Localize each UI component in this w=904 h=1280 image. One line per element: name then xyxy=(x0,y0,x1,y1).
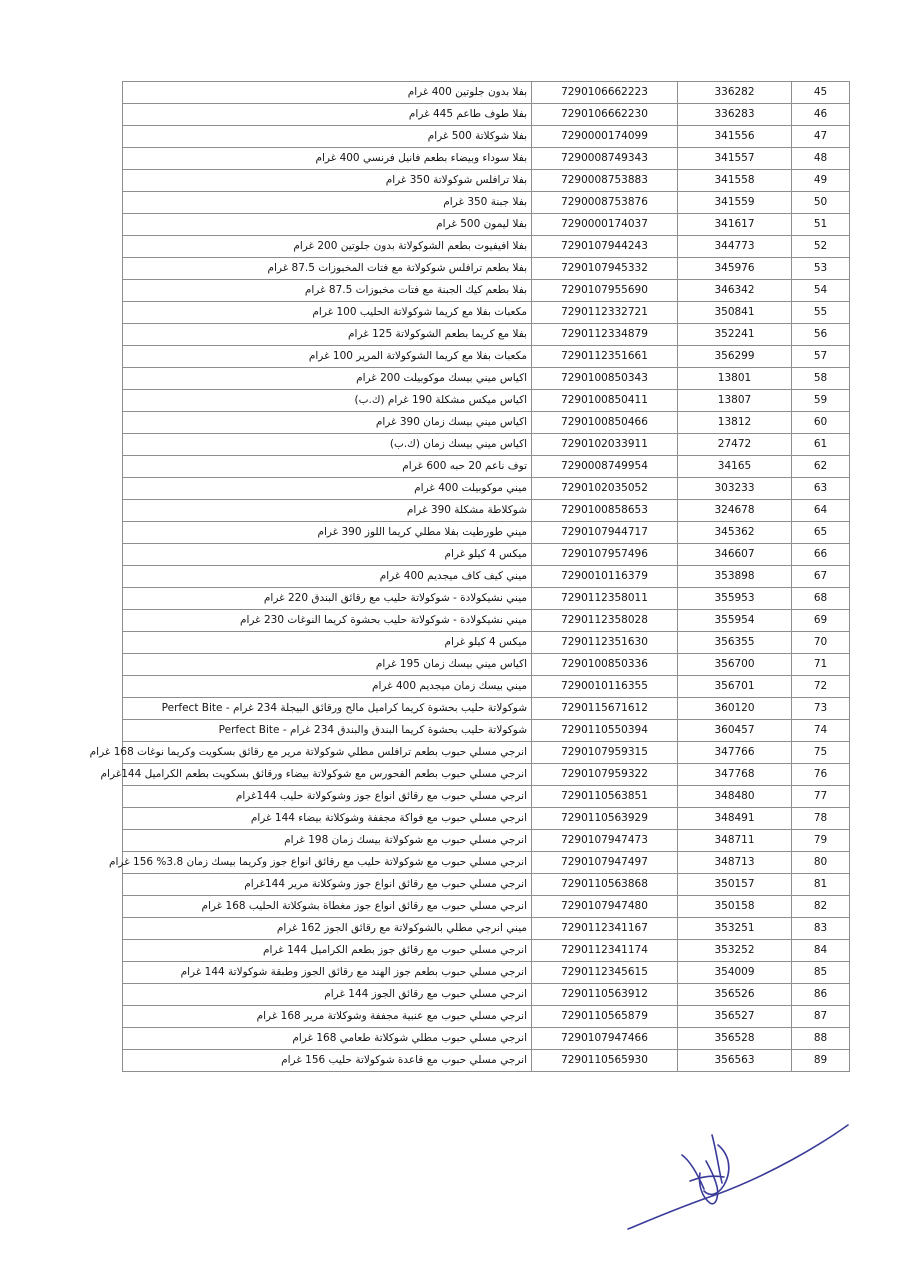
row-number-cell: 67 xyxy=(792,566,850,588)
product-code-cell: 341557 xyxy=(678,148,792,170)
table-row xyxy=(123,324,850,346)
product-code-cell: 345976 xyxy=(678,258,792,280)
row-number-cell: 62 xyxy=(792,456,850,478)
product-code-cell: 356527 xyxy=(678,1006,792,1028)
row-number-cell: 52 xyxy=(792,236,850,258)
barcode-cell: 7290000174099 xyxy=(532,126,678,148)
table-row xyxy=(123,1006,850,1028)
product-code-cell: 360457 xyxy=(678,720,792,742)
product-description-cell: مكعبات بفلا مع كريما الشوكولاتة المرير 100 غرام xyxy=(123,346,532,368)
row-number-cell: 68 xyxy=(792,588,850,610)
product-description-cell: ميني كيف كاف ميجديم 400 غرام xyxy=(123,566,532,588)
barcode-cell: 7290008749343 xyxy=(532,148,678,170)
product-description-cell: ميني موكوبيلت 400 غرام xyxy=(123,478,532,500)
product-code-cell: 13801 xyxy=(678,368,792,390)
product-code-cell: 356528 xyxy=(678,1028,792,1050)
row-number-cell: 87 xyxy=(792,1006,850,1028)
product-description-cell: انرجي مسلي حبوب مع فواكة مجففة وشوكلاتة بيضاء 144 غرام xyxy=(123,808,532,830)
barcode-cell: 7290008749954 xyxy=(532,456,678,478)
product-code-cell: 356563 xyxy=(678,1050,792,1072)
product-code-cell: 355953 xyxy=(678,588,792,610)
barcode-cell: 7290112351630 xyxy=(532,632,678,654)
barcode-cell: 7290000174037 xyxy=(532,214,678,236)
product-description-cell: انرجي مسلي حبوب مع رقائق جوز بطعم الكراميل 144 غرام xyxy=(123,940,532,962)
table-row xyxy=(123,852,850,874)
table-row xyxy=(123,588,850,610)
product-description-cell: بفلا ترافلس شوكولاتة 350 غرام xyxy=(123,170,532,192)
table-row xyxy=(123,500,850,522)
table-row xyxy=(123,412,850,434)
table-row xyxy=(123,918,850,940)
product-description-cell: بفلا بطعم ترافلس شوكولاتة مع فتات المخبوزات 87.5 غرام xyxy=(123,258,532,280)
product-code-cell: 341617 xyxy=(678,214,792,236)
row-number-cell: 84 xyxy=(792,940,850,962)
table-row xyxy=(123,896,850,918)
table-row xyxy=(123,82,850,104)
product-description-cell: ميني نشيكولادة - شوكولاتة حليب بحشوة كريما النوغات 230 غرام xyxy=(123,610,532,632)
product-description-cell: انرجي مسلي حبوب مع رقائق الجوز 144 غرام xyxy=(123,984,532,1006)
product-description-cell: ميكس 4 كيلو غرام xyxy=(123,632,532,654)
table-row xyxy=(123,456,850,478)
row-number-cell: 81 xyxy=(792,874,850,896)
barcode-cell: 7290107959322 xyxy=(532,764,678,786)
product-code-cell: 346342 xyxy=(678,280,792,302)
product-code-cell: 350158 xyxy=(678,896,792,918)
row-number-cell: 69 xyxy=(792,610,850,632)
barcode-cell: 7290112358011 xyxy=(532,588,678,610)
barcode-cell: 7290106662230 xyxy=(532,104,678,126)
table-row xyxy=(123,390,850,412)
table-row xyxy=(123,984,850,1006)
product-description-cell: اكياس ميني بيسك زمان 390 غرام xyxy=(123,412,532,434)
product-code-cell: 344773 xyxy=(678,236,792,258)
row-number-cell: 55 xyxy=(792,302,850,324)
product-description-cell: بفلا سوداء وبيضاء بطعم فانيل فرنسي 400 غرام xyxy=(123,148,532,170)
table-row xyxy=(123,368,850,390)
barcode-cell: 7290100850466 xyxy=(532,412,678,434)
row-number-cell: 48 xyxy=(792,148,850,170)
barcode-cell: 7290110563912 xyxy=(532,984,678,1006)
table-row xyxy=(123,544,850,566)
product-description-cell: شوكلاطة مشكلة 390 غرام xyxy=(123,500,532,522)
product-description-cell: انرجي مسلي حبوب بطعم جوز الهند مع رقائق الجوز وطبقة شوكولاتة 144 غرام xyxy=(123,962,532,984)
product-code-cell: 348713 xyxy=(678,852,792,874)
product-description-cell: اكياس ميني بيسك زمان (ك.ب) xyxy=(123,434,532,456)
product-description-cell: انرجي مسلي حبوب مع قاعدة شوكولاتة حليب 156 غرام xyxy=(123,1050,532,1072)
product-description-cell: انرجي مسلي حبوب مع عنبية مجففة وشوكلاتة مرير 168 غرام xyxy=(123,1006,532,1028)
row-number-cell: 45 xyxy=(792,82,850,104)
barcode-cell: 7290107944717 xyxy=(532,522,678,544)
table-row xyxy=(123,478,850,500)
barcode-cell: 7290110565879 xyxy=(532,1006,678,1028)
product-code-cell: 360120 xyxy=(678,698,792,720)
product-code-cell: 356700 xyxy=(678,654,792,676)
product-description-cell: بفلا بطعم كيك الجبنة مع فتات مخبوزات 87.5 غرام xyxy=(123,280,532,302)
barcode-cell: 7290107955690 xyxy=(532,280,678,302)
product-description-cell: ميني انرجي مطلي بالشوكولاتة مع رقائق الجوز 162 غرام xyxy=(123,918,532,940)
barcode-cell: 7290102035052 xyxy=(532,478,678,500)
barcode-cell: 7290107945332 xyxy=(532,258,678,280)
barcode-cell: 7290112351661 xyxy=(532,346,678,368)
row-number-cell: 76 xyxy=(792,764,850,786)
product-description-cell: ميني بيسك زمان ميجديم 400 غرام xyxy=(123,676,532,698)
row-number-cell: 60 xyxy=(792,412,850,434)
product-code-cell: 353252 xyxy=(678,940,792,962)
barcode-cell: 7290107947466 xyxy=(532,1028,678,1050)
barcode-cell: 7290107957496 xyxy=(532,544,678,566)
table-row xyxy=(123,258,850,280)
row-number-cell: 58 xyxy=(792,368,850,390)
row-number-cell: 89 xyxy=(792,1050,850,1072)
table-row xyxy=(123,566,850,588)
barcode-cell: 7290110563929 xyxy=(532,808,678,830)
product-description-cell: اكياس ميني بيسك زمان 195 غرام xyxy=(123,654,532,676)
row-number-cell: 73 xyxy=(792,698,850,720)
table-row xyxy=(123,214,850,236)
table-row xyxy=(123,654,850,676)
product-description-cell: بفلا ليمون 500 غرام xyxy=(123,214,532,236)
product-description-cell: انرجي مسلي حبوب مع رقائق انواع جوز مغطاة بشوكلاتة الحليب 168 غرام xyxy=(123,896,532,918)
product-description-cell: بفلا افيفيوت بطعم الشوكولاتة بدون جلوتين 200 غرام xyxy=(123,236,532,258)
barcode-cell: 7290100850411 xyxy=(532,390,678,412)
table-row xyxy=(123,962,850,984)
row-number-cell: 70 xyxy=(792,632,850,654)
table-row xyxy=(123,236,850,258)
row-number-cell: 57 xyxy=(792,346,850,368)
product-description-cell: انرجي مسلي حبوب مع شوكولاتة بيسك زمان 198 غرام xyxy=(123,830,532,852)
product-code-cell: 34165 xyxy=(678,456,792,478)
row-number-cell: 78 xyxy=(792,808,850,830)
barcode-cell: 7290110565930 xyxy=(532,1050,678,1072)
table-row xyxy=(123,192,850,214)
product-code-cell: 356526 xyxy=(678,984,792,1006)
table-row xyxy=(123,742,850,764)
barcode-cell: 7290112358028 xyxy=(532,610,678,632)
product-code-cell: 356355 xyxy=(678,632,792,654)
row-number-cell: 75 xyxy=(792,742,850,764)
product-description-cell: انرجي مسلي حبوب بطعم الفحورس مع شوكولاتة بيضاء ورقائق بسكويت بطعم الكراميل 144غرام xyxy=(123,764,532,786)
row-number-cell: 82 xyxy=(792,896,850,918)
row-number-cell: 50 xyxy=(792,192,850,214)
product-description-cell: ميني طورطيت بفلا مطلي كريما اللوز 390 غرام xyxy=(123,522,532,544)
table-row xyxy=(123,346,850,368)
table-row xyxy=(123,764,850,786)
product-code-cell: 355954 xyxy=(678,610,792,632)
table-row xyxy=(123,808,850,830)
barcode-cell: 7290010116379 xyxy=(532,566,678,588)
barcode-cell: 7290100850343 xyxy=(532,368,678,390)
product-description-cell: انرجي مسلي حبوب مع رقائق انواع جوز وشوكولاتة حليب 144غرام xyxy=(123,786,532,808)
row-number-cell: 59 xyxy=(792,390,850,412)
product-code-cell: 341558 xyxy=(678,170,792,192)
row-number-cell: 46 xyxy=(792,104,850,126)
row-number-cell: 86 xyxy=(792,984,850,1006)
product-description-cell: بفلا شوكلاتة 500 غرام xyxy=(123,126,532,148)
product-description-cell: انرجي مسلي حبوب مع شوكولاتة حليب مع رقائق انواع جوز وكريما بيسك زمان 3.8% 156 غرام xyxy=(123,852,532,874)
product-table-body xyxy=(89,82,850,1072)
barcode-cell: 7290115671612 xyxy=(532,698,678,720)
product-code-cell: 303233 xyxy=(678,478,792,500)
product-code-cell: 336283 xyxy=(678,104,792,126)
row-number-cell: 71 xyxy=(792,654,850,676)
product-code-cell: 348491 xyxy=(678,808,792,830)
product-description-cell: اكياس ميكس مشكلة 190 غرام (ك.ب) xyxy=(123,390,532,412)
row-number-cell: 80 xyxy=(792,852,850,874)
row-number-cell: 64 xyxy=(792,500,850,522)
table-row xyxy=(123,302,850,324)
product-description-cell: مكعبات بفلا مع كريما شوكولاتة الحليب 100 غرام xyxy=(123,302,532,324)
barcode-cell: 7290112341174 xyxy=(532,940,678,962)
table-row xyxy=(123,126,850,148)
product-code-cell: 356701 xyxy=(678,676,792,698)
product-code-cell: 350157 xyxy=(678,874,792,896)
row-number-cell: 77 xyxy=(792,786,850,808)
barcode-cell: 7290107944243 xyxy=(532,236,678,258)
product-code-cell: 336282 xyxy=(678,82,792,104)
product-description-cell: ميني نشيكولادة - شوكولاتة حليب مع رقائق البندق 220 غرام xyxy=(123,588,532,610)
row-number-cell: 56 xyxy=(792,324,850,346)
table-row xyxy=(123,170,850,192)
product-description-cell: انرجي مسلي حبوب بطعم ترافلس مطلي شوكولاتة مرير مع رقائق بسكويت وكريما نوغات 168 غرام xyxy=(123,742,532,764)
table-row xyxy=(123,434,850,456)
row-number-cell: 47 xyxy=(792,126,850,148)
row-number-cell: 65 xyxy=(792,522,850,544)
product-code-cell: 324678 xyxy=(678,500,792,522)
table-row xyxy=(123,874,850,896)
row-number-cell: 53 xyxy=(792,258,850,280)
product-code-cell: 352241 xyxy=(678,324,792,346)
product-code-cell: 347766 xyxy=(678,742,792,764)
product-code-cell: 341556 xyxy=(678,126,792,148)
product-description-cell: اكياس ميني بيسك موكوبيلت 200 غرام xyxy=(123,368,532,390)
product-code-cell: 13807 xyxy=(678,390,792,412)
product-code-cell: 13812 xyxy=(678,412,792,434)
product-description-cell: بفلا بدون جلوتين 400 غرام xyxy=(123,82,532,104)
product-code-cell: 345362 xyxy=(678,522,792,544)
product-code-cell: 354009 xyxy=(678,962,792,984)
product-description-cell: بفلا مع كريما بطعم الشوكولاتة 125 غرام xyxy=(123,324,532,346)
barcode-cell: 7290100858653 xyxy=(532,500,678,522)
barcode-cell: 7290102033911 xyxy=(532,434,678,456)
row-number-cell: 83 xyxy=(792,918,850,940)
table-row xyxy=(123,104,850,126)
table-row xyxy=(123,610,850,632)
product-code-cell: 27472 xyxy=(678,434,792,456)
row-number-cell: 72 xyxy=(792,676,850,698)
product-code-cell: 356299 xyxy=(678,346,792,368)
table-row xyxy=(123,698,850,720)
product-description-cell: انرجي مسلي حبوب مع رقائق انواع جوز وشوكلاتة مرير 144غرام xyxy=(123,874,532,896)
product-description-cell: بفلا طوف طاعم 445 غرام xyxy=(123,104,532,126)
product-code-cell: 353251 xyxy=(678,918,792,940)
table-row xyxy=(123,148,850,170)
row-number-cell: 79 xyxy=(792,830,850,852)
barcode-cell: 7290008753883 xyxy=(532,170,678,192)
product-description-cell: بفلا جبنة 350 غرام xyxy=(123,192,532,214)
row-number-cell: 61 xyxy=(792,434,850,456)
product-code-cell: 341559 xyxy=(678,192,792,214)
barcode-cell: 7290110563868 xyxy=(532,874,678,896)
table-row xyxy=(123,632,850,654)
row-number-cell: 85 xyxy=(792,962,850,984)
barcode-cell: 7290107947480 xyxy=(532,896,678,918)
product-description-cell: شوكولاتة حليب بحشوة كريما البندق والبندق 234 غرام - Perfect Bite xyxy=(123,720,532,742)
row-number-cell: 66 xyxy=(792,544,850,566)
product-code-cell: 347768 xyxy=(678,764,792,786)
row-number-cell: 54 xyxy=(792,280,850,302)
row-number-cell: 63 xyxy=(792,478,850,500)
product-description-cell: انرجي مسلي حبوب مطلي شوكلاتة طعامي 168 غرام xyxy=(123,1028,532,1050)
barcode-cell: 7290100850336 xyxy=(532,654,678,676)
product-description-cell: ميكس 4 كيلو غرام xyxy=(123,544,532,566)
product-code-cell: 350841 xyxy=(678,302,792,324)
table-row xyxy=(123,940,850,962)
barcode-cell: 7290107947497 xyxy=(532,852,678,874)
barcode-cell: 7290107959315 xyxy=(532,742,678,764)
table-row xyxy=(123,522,850,544)
table-row xyxy=(123,830,850,852)
table-row xyxy=(123,280,850,302)
barcode-cell: 7290112345615 xyxy=(532,962,678,984)
signature xyxy=(620,1125,860,1235)
barcode-cell: 7290112341167 xyxy=(532,918,678,940)
barcode-cell: 7290110550394 xyxy=(532,720,678,742)
product-code-cell: 348711 xyxy=(678,830,792,852)
barcode-cell: 7290008753876 xyxy=(532,192,678,214)
product-description-cell: توف ناعم 20 حبه 600 غرام xyxy=(123,456,532,478)
barcode-cell: 7290107947473 xyxy=(532,830,678,852)
product-table xyxy=(89,81,850,1072)
product-description-cell: شوكولاتة حليب بحشوة كريما كراميل مالح ورقائق البيجلة 234 غرام - Perfect Bite xyxy=(123,698,532,720)
product-code-cell: 346607 xyxy=(678,544,792,566)
row-number-cell: 74 xyxy=(792,720,850,742)
barcode-cell: 7290010116355 xyxy=(532,676,678,698)
table-row xyxy=(123,676,850,698)
table-row xyxy=(123,786,850,808)
barcode-cell: 7290112334879 xyxy=(532,324,678,346)
barcode-cell: 7290110563851 xyxy=(532,786,678,808)
row-number-cell: 88 xyxy=(792,1028,850,1050)
barcode-cell: 7290112332721 xyxy=(532,302,678,324)
table-row xyxy=(123,720,850,742)
product-code-cell: 348480 xyxy=(678,786,792,808)
table-row xyxy=(123,1028,850,1050)
table-row xyxy=(123,1050,850,1072)
row-number-cell: 49 xyxy=(792,170,850,192)
row-number-cell: 51 xyxy=(792,214,850,236)
barcode-cell: 7290106662223 xyxy=(532,82,678,104)
product-code-cell: 353898 xyxy=(678,566,792,588)
